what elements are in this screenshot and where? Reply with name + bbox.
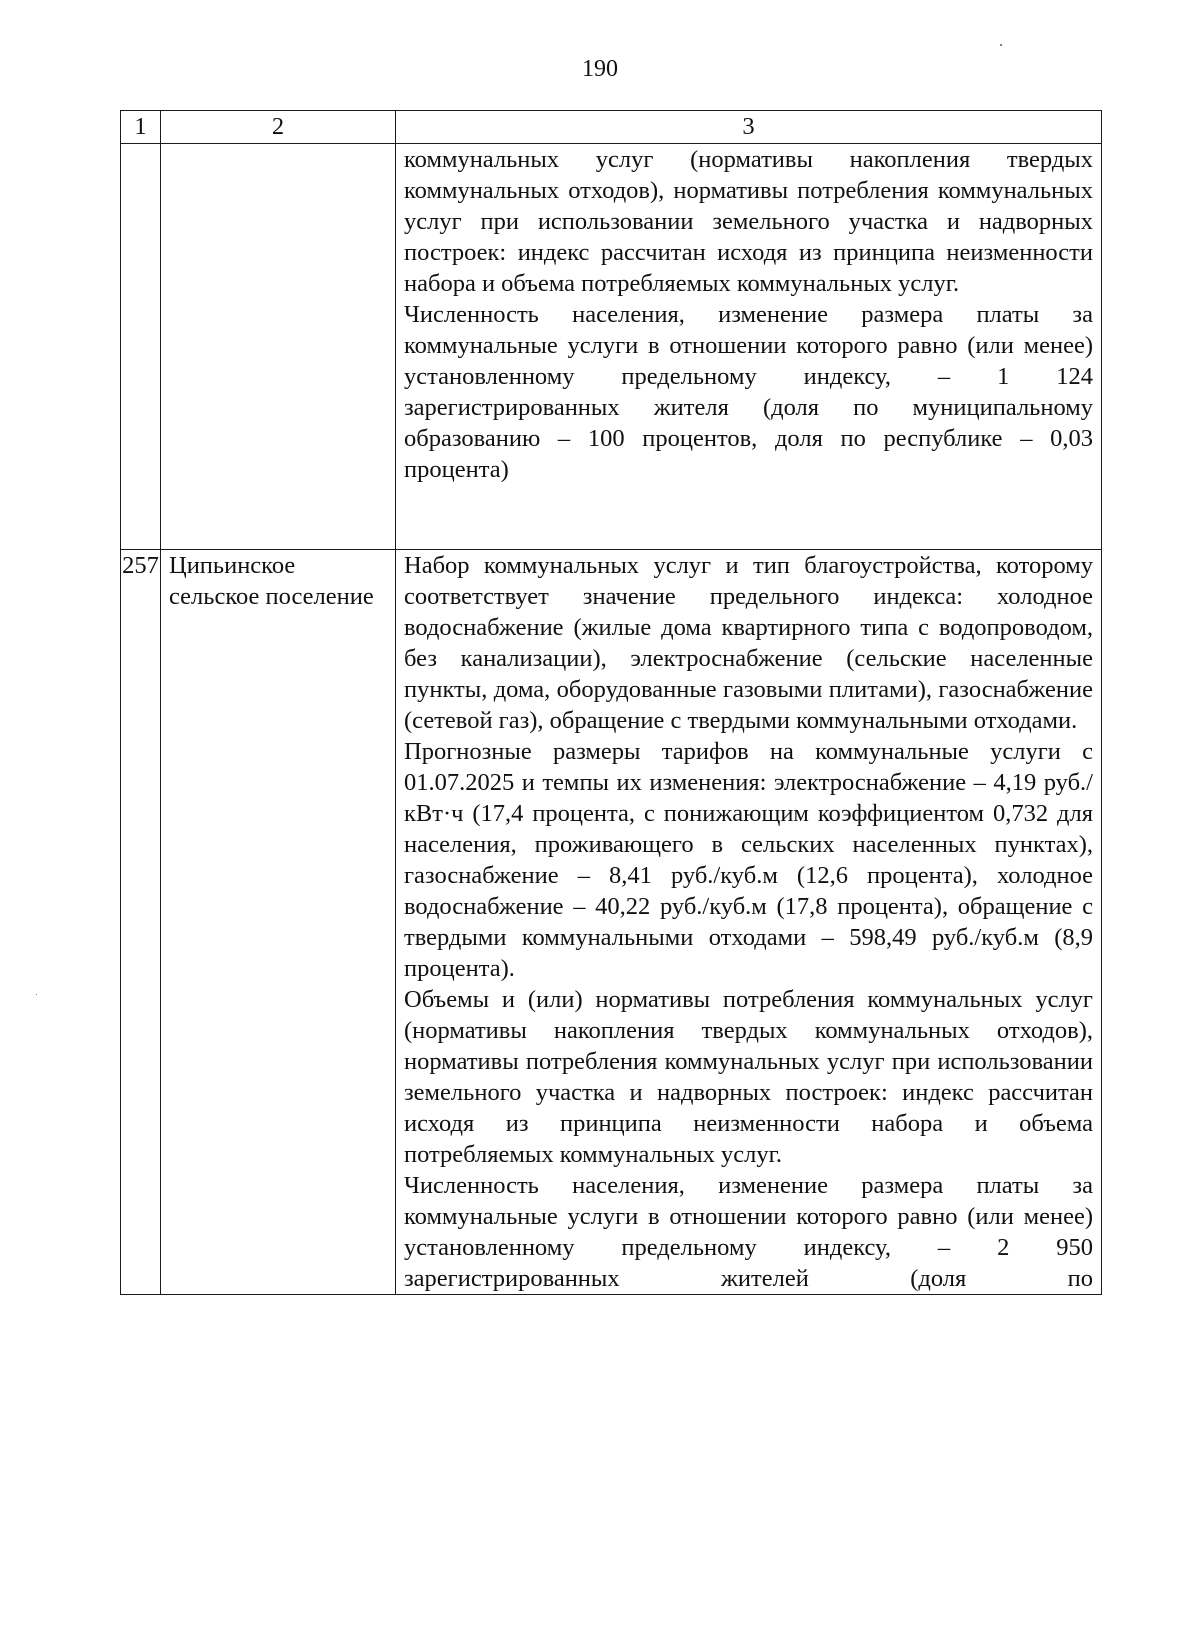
description-cell [396,144,1102,550]
table-row [121,550,1102,1295]
tariff-table [120,110,1102,1295]
header-col-2: 2 [161,111,396,144]
row-number: 257 [121,550,161,1295]
settlement-name [161,144,396,550]
description-paragraph: Объемы и (или) нормативы потребления коммунальных услуг (нормативы накопления твердых коммунальных отходов), нормативы потребления коммунальных услуг при использовании земельного участка и надворных построек: индекс рассчитан исходя из принципа неизменности набора и объема потребляемых коммунальных услуг. [404,986,1093,1168]
scan-speck [36,994,37,995]
description-paragraph: Набор коммунальных услуг и тип благоустройства, которому соответствует значение предельного индекса: холодное водоснабжение (жилые дома квартирного типа с водопроводом, без канализации), электроснабжение (сельские населенные пункты, дома, оборудованные газовыми плитами), газоснабжение (сетевой газ), обращение с твердыми коммунальными отходами. [404,552,1093,734]
table-header-row [121,111,1102,144]
table-row [121,144,1102,550]
description-paragraph: Численность населения, изменение размера платы за коммунальные услуги в отношении которого равно (или менее) установленному предельному индексу, – 2 950 зарегистрированных жителей (доля по [404,1172,1093,1292]
page-number: 190 [582,56,618,82]
header-col-1: 1 [121,111,161,144]
header-col-3: 3 [396,111,1102,144]
scan-speck [1000,44,1002,46]
row-number [121,144,161,550]
description-paragraph: коммунальных услуг (нормативы накопления твердых коммунальных отходов), нормативы потребления коммунальных услуг при использовании земельного участка и надворных построек: индекс рассчитан исходя из принципа неизменности набора и объема потребляемых коммунальных услуг. [404,146,1093,297]
description-paragraph: Прогнозные размеры тарифов на коммунальные услуги с 01.07.2025 и темпы их изменения: электроснабжение – 4,19 руб./кВт·ч (17,4 процента, с понижающим коэффициентом 0,732 для населения, проживающего в сельских населенных пунктах), газоснабжение – 8,41 руб./куб.м (12,6 процента), холодное водоснабжение – 40,22 руб./куб.м (17,8 процента), обращение с твердыми коммунальными отходами – 598,49 руб./куб.м (8,9 процента). [404,738,1093,982]
description-cell [396,550,1102,1295]
settlement-name: Ципьинское сельское поселение [161,550,396,1295]
description-paragraph: Численность населения, изменение размера платы за коммунальные услуги в отношении которого равно (или менее) установленному предельному индексу, – 1 124 зарегистрированных жителя (доля по муниципальному образованию – 100 процентов, доля по республике – 0,03 процента) [404,301,1093,483]
